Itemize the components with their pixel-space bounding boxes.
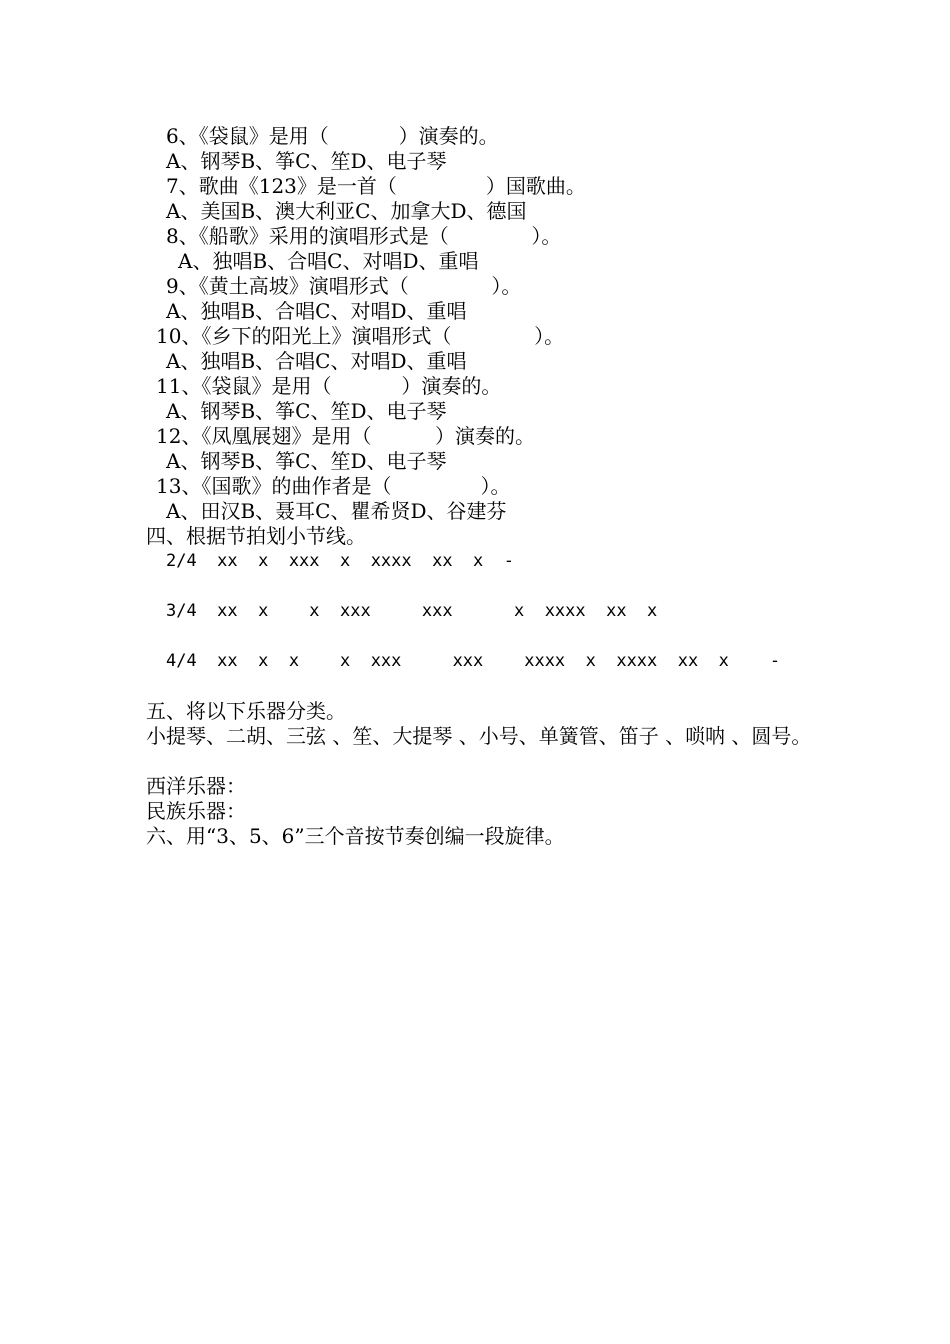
western-instruments-label: 西洋乐器： [146, 774, 246, 798]
question-9: 9、《黄土高坡》演唱形式（ ）。 [166, 274, 522, 298]
question-13: 13、《国歌》的曲作者是（ ）。 [156, 474, 511, 498]
national-instruments-label: 民族乐器： [146, 799, 246, 823]
question-6: 6、《袋鼠》是用（ ）演奏的。 [166, 124, 499, 148]
question-11: 11、《袋鼠》是用（ ）演奏的。 [156, 374, 502, 398]
section-5-title: 五、将以下乐器分类。 [146, 699, 346, 723]
question-12: 12、《凤凰展翅》是用（ ）演奏的。 [156, 424, 536, 448]
question-10: 10、《乡下的阳光上》演唱形式（ ）。 [156, 324, 565, 348]
question-12-options: A、钢琴B、筝C、笙D、电子琴 [166, 449, 447, 473]
question-10-options: A、独唱B、合唱C、对唱D、重唱 [166, 349, 467, 373]
section-4-title: 四、根据节拍划小节线。 [146, 524, 366, 548]
rhythm-row: 4/4 xx x x x xxx xxx xxxx x xxxx xx x - [166, 651, 781, 671]
question-8-options: A、独唱B、合唱C、对唱D、重唱 [178, 249, 479, 273]
question-9-options: A、独唱B、合唱C、对唱D、重唱 [166, 299, 467, 323]
question-8: 8、《船歌》采用的演唱形式是（ ）。 [166, 224, 562, 248]
question-11-options: A、钢琴B、筝C、笙D、电子琴 [166, 399, 447, 423]
question-7-options: A、美国B、澳大利亚C、加拿大D、德国 [166, 199, 527, 223]
rhythm-row: 3/4 xx x x xxx xxx x xxxx xx x [166, 601, 658, 621]
question-7: 7、歌曲《123》是一首（ ）国歌曲。 [166, 174, 586, 198]
question-13-options: A、田汉B、聂耳C、瞿希贤D、谷建芬 [166, 499, 507, 523]
rhythm-row: 2/4 xx x xxx x xxxx xx x - [166, 551, 514, 571]
question-6-options: A、钢琴B、筝C、笙D、电子琴 [166, 149, 447, 173]
instrument-list: 小提琴、二胡、三弦 、笙、大提琴 、小号、单簧管、笛子 、唢呐 、圆号。 [146, 724, 812, 748]
section-6-title: 六、用“3、5、6”三个音按节奏创编一段旋律。 [146, 824, 565, 848]
